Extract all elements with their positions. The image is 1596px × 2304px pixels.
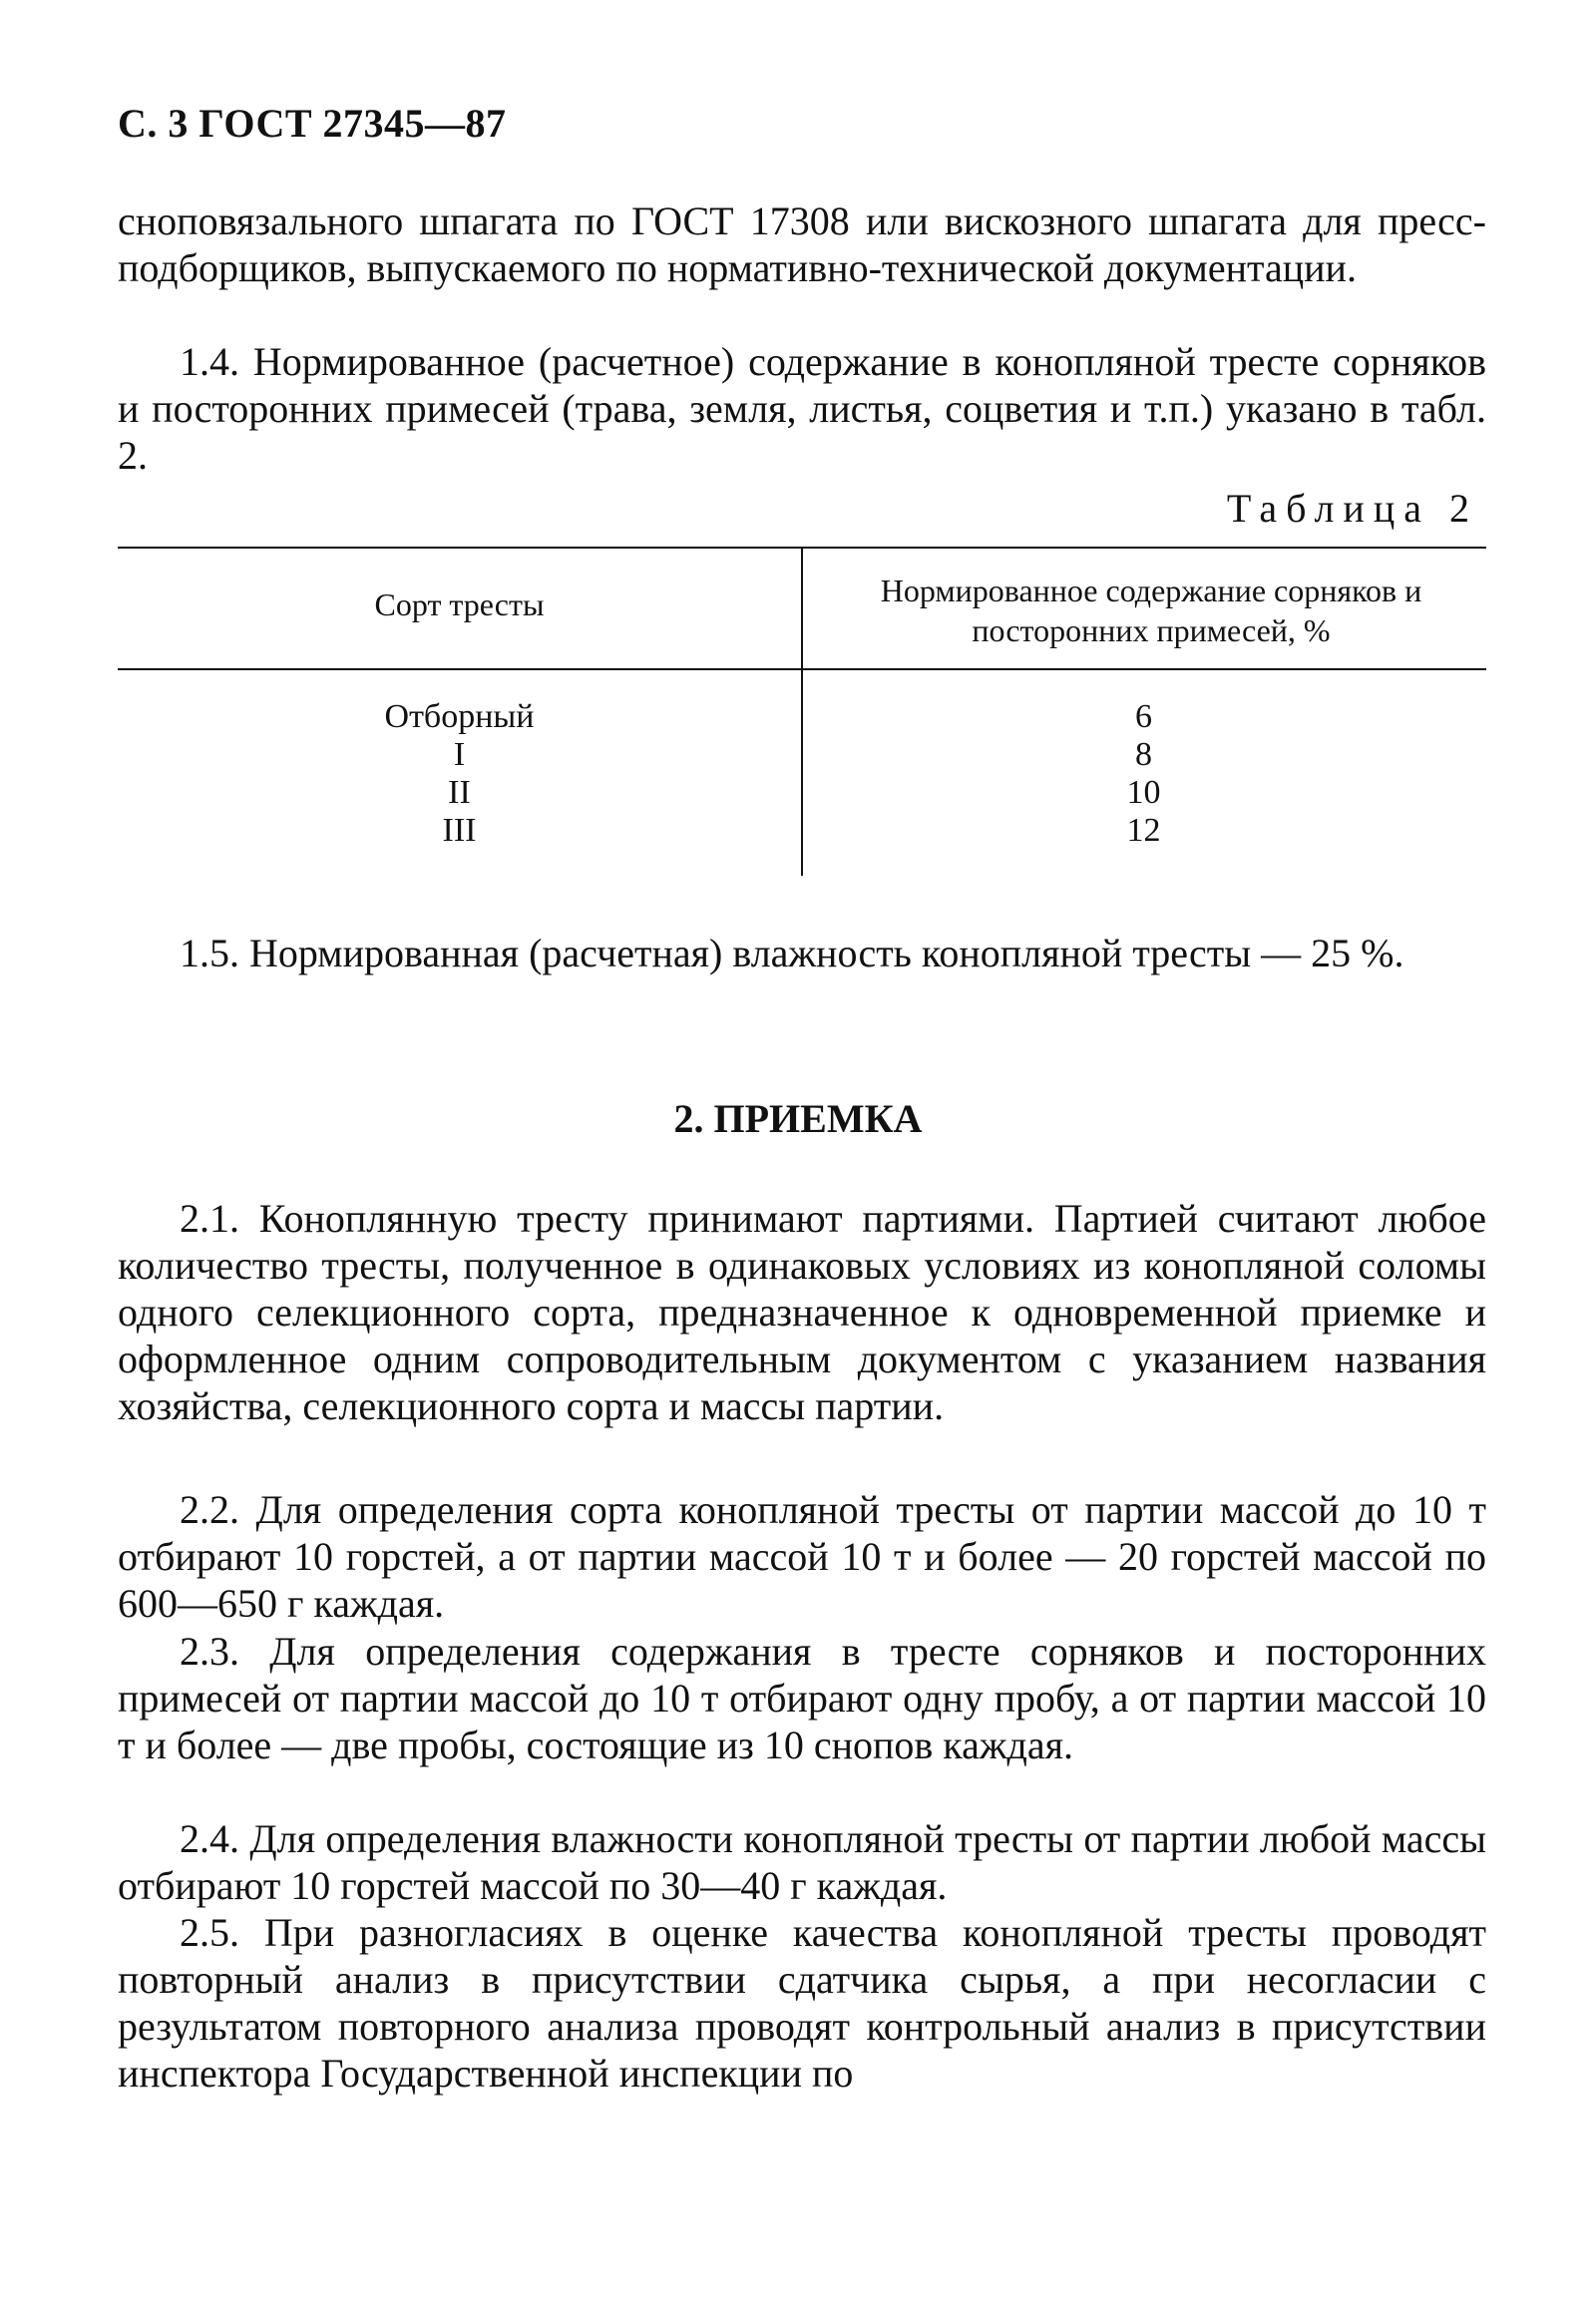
table-2: [118, 547, 1486, 876]
page-header: С. 3 ГОСТ 27345—87: [118, 101, 507, 146]
section-title: 2. ПРИЕМКА: [673, 1096, 923, 1141]
table-cell: III: [442, 812, 477, 849]
paragraph-2-2: 2.2. Для определения сорта конопляной тресты от партии массой до 10 т отбирают 10 горстей, а от партии массой 10 т и более — 20 горстей массой по 600—650 г каждая.: [118, 1487, 1486, 1626]
table-column-value: [801, 698, 1486, 850]
paragraph-2-1: 2.1. Коноплянную тресту принимают партиями. Партией считают любое количество тресты, полученное в одинаковых условиях из конопляной соломы одного селекционного сорта, предназначенное к одновременной приемке и оформленное одним сопроводительным документом с указанием названия хозяйства, селекционного сорта и массы партии.: [118, 1196, 1486, 1428]
table-cell: 10: [1126, 774, 1161, 811]
paragraph-2-5: 2.5. При разногласиях в оценке качества конопляной тресты проводят повторный анализ в присутствии сдатчика сырья, а при несогласии с результатом повторного анализа проводят контрольный анализ в присутствии инспектора Государственной инспекции по: [118, 1910, 1486, 2096]
table-cell: 6: [1135, 698, 1152, 735]
table-cell: II: [448, 774, 471, 811]
table-cell: I: [453, 736, 466, 773]
paragraph-continuation: сноповязального шпагата по ГОСТ 17308 или вискозного шпагата для пресс-подборщиков, выпускаемого по нормативно-технической документации.: [118, 198, 1486, 290]
table-header-content: Нормированное содержание сорняков и посторонних примесей, %: [880, 573, 1422, 648]
table-cell: Отборный: [384, 698, 535, 735]
paragraph-1-5: 1.5. Нормированная (расчетная) влажность конопляной тресты — 25 %.: [180, 931, 1404, 975]
table-column-grade: [118, 698, 801, 850]
paragraph-1-4: 1.4. Нормированное (расчетное) содержание в конопляной тресте сорняков и посторонних примесей (трава, земля, листья, соцветия и т.п.) указано в табл. 2.: [118, 339, 1486, 478]
table-label: Таблица 2: [1226, 486, 1478, 531]
paragraph-2-3: 2.3. Для определения содержания в тресте сорняков и посторонних примесей от партии массой до 10 т отбирают одну пробу, а от партии массой 10 т и более — две пробы, состоящие из 10 снопов каждая.: [118, 1629, 1486, 1767]
table-cell: 8: [1135, 736, 1152, 773]
table-header-grade: Сорт тресты: [374, 586, 545, 622]
paragraph-2-4: 2.4. Для определения влажности конопляной тресты от партии любой массы отбирают 10 горстей массой по 30—40 г каждая.: [118, 1816, 1486, 1908]
table-cell: 12: [1126, 812, 1161, 849]
